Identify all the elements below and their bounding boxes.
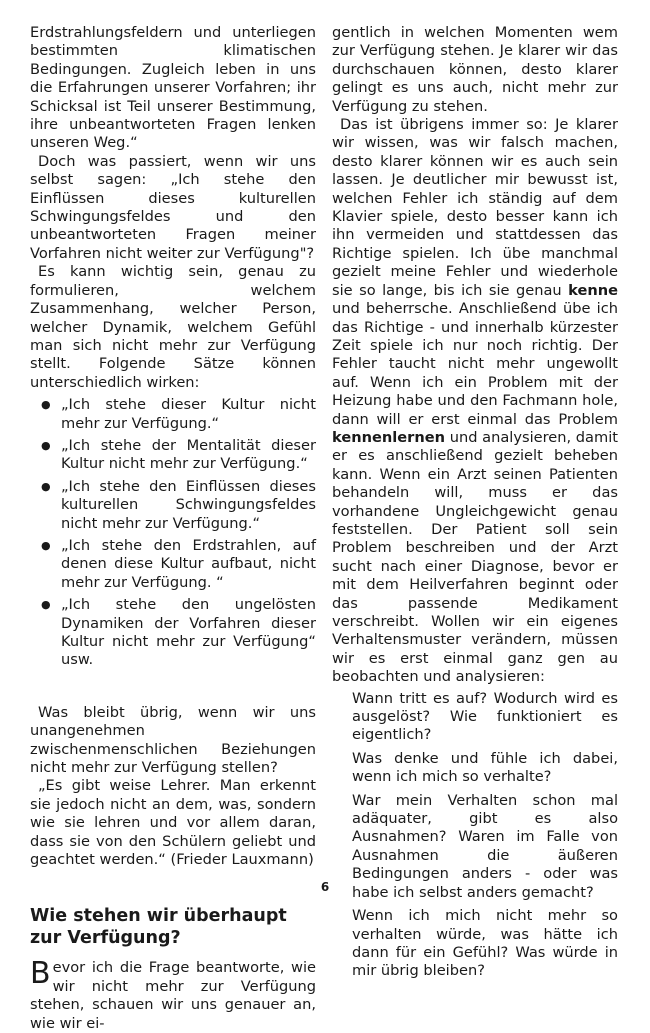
bullet-item: ● „Ich stehe den Erdstrahlen, auf denen diese Kultur aufbaut, nicht mehr zur Verfügung. “	[30, 537, 316, 592]
question-list	[352, 690, 618, 981]
paragraph-text: und analysieren, damit er es anschließend gezielt beheben kann. Wenn ein Arzt seinen Patienten behandeln will, muss er das vorhandene Ungleichgewicht genau feststellen. Der Patient soll sein Problem beschreiben und der Arzt sucht nach einer Diagnose, bevor er mit dem Heilverfahren beginnt oder das passende Medikament verschreibt. Wollen wir ein eigenes Verhaltensmuster verändern, müssen wir es erst einmal ganz gen au beobachten und analysieren:	[332, 428, 618, 686]
bullet-item: ● „Ich stehe dieser Kultur nicht mehr zur Verfügung.“	[30, 396, 316, 433]
paragraph-text: und beherrsche. Anschließend übe ich das Richtige - und innerhalb kürzester Zeit spiele ich nur noch richtig. Der Fehler taucht nicht mehr ungewollt auf. Wenn ich ein Problem mit der Heizung habe und den Fachmann hole, dann will er erst einmal das Problem	[332, 300, 618, 428]
question-item: War mein Verhalten schon mal adäquater, gibt es also Ausnahmen? Waren im Falle von Ausnahmen die äußeren Bedingungen anders - oder was habe ich selbst anders gemacht?	[352, 791, 618, 901]
bullet-list	[30, 396, 316, 670]
quote-paragraph: „Es gibt weise Lehrer. Man erkennt sie jedoch nicht an dem, was, sondern wie sie lehren und vor allem daran, dass sie von den Schülern geliebt und geachtet werden.“ (Frieder Lauxmann)	[30, 777, 316, 869]
paragraph	[332, 116, 618, 687]
paragraph: Erdstrahlungsfeldern und unterliegen bestimmten klimatischen Bedingungen. Zugleich leben in uns die Erfahrungen unserer Vorfahren; ihr Schicksal ist Teil unserer Bestimmung, ihre unbeantworteten Fragen lenken unseren Weg.“	[30, 24, 316, 152]
drop-cap: B	[30, 956, 51, 992]
bullet-item: ● „Ich stehe den Einflüssen dieses kulturellen Schwingungsfeldes nicht mehr zur Verfügung.“	[30, 478, 316, 533]
bullet-item: ● „Ich stehe den ungelösten Dynamiken der Vorfahren dieser Kultur nicht mehr zur Verfügung“ usw.	[30, 596, 316, 670]
paragraph-text: Das ist übrigens immer so: Je klarer wir wissen, was wir falsch machen, desto klarer können wir es auch sein lassen. Je deutlicher mir bewusst ist, welchen Fehler ich ständig auf dem Klavier spiele, desto besser kann ich ihn vermeiden und stattdessen das Richtige spielen. Ich übe manchmal gezielt meine Fehler und wiederhole sie so lange, bis ich sie genau	[332, 116, 618, 299]
bold-term: kenne	[568, 281, 619, 299]
right-column	[332, 24, 618, 986]
paragraph: Doch was passiert, wenn wir uns selbst sagen: „Ich stehe den Einflüssen dieses kulturellen Schwingungsfeldes und den unbeantworteten Fragen meiner Vorfahren nicht weiter zur Verfügung"?	[30, 152, 316, 262]
page-number: 6	[320, 880, 330, 894]
paragraph-text: evor ich die Frage beantworte, wie wir nicht mehr zur Verfügung stehen, schauen wir uns genauer an, wie wir ei-	[30, 959, 316, 1032]
bold-term: kennenlernen	[332, 428, 446, 446]
section-heading: Wie stehen wir überhaupt zur Verfügung?	[30, 906, 287, 949]
question-item: Wenn ich mich nicht mehr so verhalten würde, was hätte ich dann für ein Gefühl? Was würde in mir übrig bleiben?	[352, 907, 618, 980]
question-item: Was denke und fühle ich dabei, wenn ich mich so verhalte?	[352, 749, 618, 786]
paragraph: Es kann wichtig sein, genau zu formulieren, welchem Zusammenhang, welcher Person, welcher Dynamik, welchem Gefühl man sich nicht mehr zur Verfügung stellt. Folgende Sätze können unterschiedlich wirken:	[30, 263, 316, 391]
question-item: Wann tritt es auf? Wodurch wird es ausgelöst? Wie funktioniert es eigentlich?	[352, 689, 618, 744]
paragraph-with-dropcap	[30, 956, 316, 1033]
paragraph: gentlich in welchen Momenten wem zur Verfügung stehen. Je klarer wir das durchschauen können, desto klarer gelingt es uns auch, nicht mehr zur Verfügung zu stehen.	[332, 24, 618, 115]
paragraph: Was bleibt übrig, wenn wir uns unangenehmen zwischenmenschlichen Beziehungen nicht mehr zur Verfügung stellen?	[30, 703, 316, 777]
bullet-item: ● „Ich stehe der Mentalität dieser Kultur nicht mehr zur Verfügung.“	[30, 437, 316, 474]
